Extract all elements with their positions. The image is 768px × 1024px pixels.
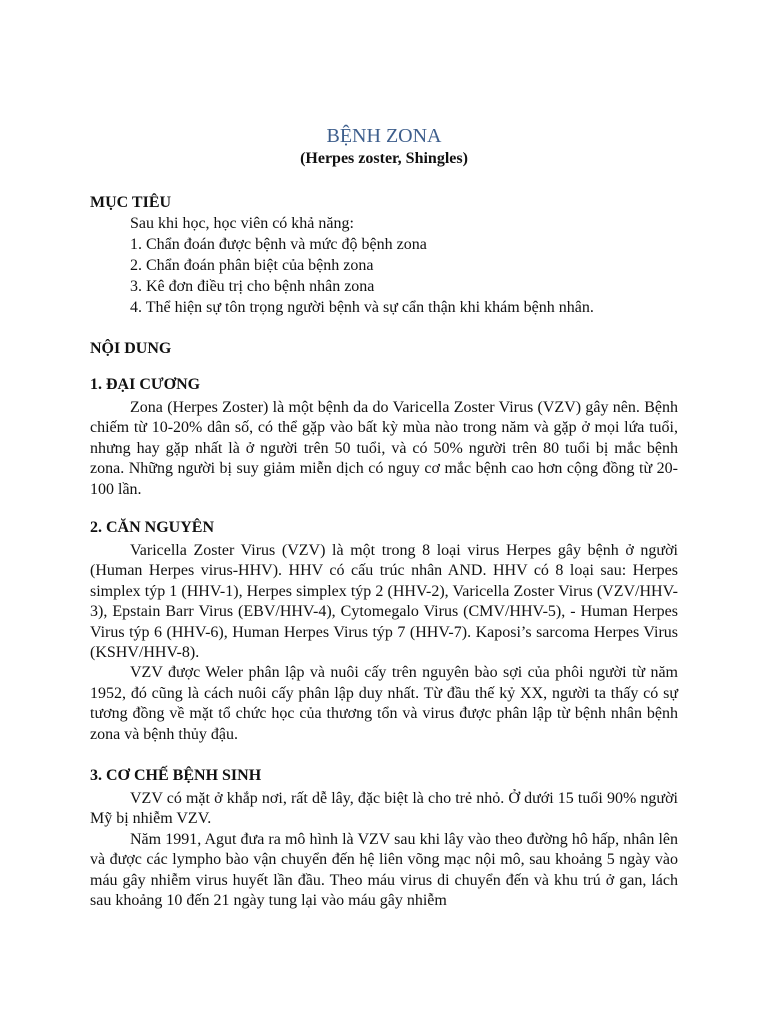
- paragraph: VZV được Weler phân lập và nuôi cấy trên nguyên bào sợi của phôi người từ năm 1952, đó cũng là cách nuôi cấy phân lập duy nhất. Từ đầu thế kỷ XX, người ta thấy có sự tương đồng về mặt tổ chức học của thương tổn và virus được phân lập từ bệnh nhân bệnh zona và bệnh thủy đậu.: [90, 664, 678, 743]
- objective-item: 3. Kê đơn điều trị cho bệnh nhân zona: [130, 278, 375, 295]
- paragraph: Năm 1991, Agut đưa ra mô hình là VZV sau khi lây vào theo đường hô hấp, nhân lên và được các lympho bào vận chuyển đến hệ liên võng mạc nội mô, sau khoảng 5 ngày vào máu gây nhiễm virus huyết lần đầu. Theo máu virus di chuyển đến và khu trú ở gan, lách sau khoảng 10 đến 21 ngày tung lại vào máu gây nhiễm: [90, 830, 678, 910]
- document-subtitle: (Herpes zoster, Shingles): [300, 150, 468, 167]
- objective-item: 1. Chẩn đoán được bệnh và mức độ bệnh zona: [130, 236, 427, 253]
- section-pathogenesis-body: [90, 789, 678, 911]
- objective-item: 4. Thể hiện sự tôn trọng người bệnh và sự cẩn thận khi khám bệnh nhân.: [130, 299, 594, 316]
- section-heading-overview: 1. ĐẠI CƯƠNG: [90, 376, 201, 393]
- section-heading-pathogenesis: 3. CƠ CHẾ BỆNH SINH: [90, 767, 262, 784]
- paragraph: Varicella Zoster Virus (VZV) là một trong 8 loại virus Herpes gây bệnh ở người (Human Herpes virus-HHV). HHV có cấu trúc nhân AND. HHV có 8 loại sau: Herpes simplex týp 1 (HHV-1), Herpes simplex týp 2 (HHV-2), Varicella Zoster Virus (VZV/HHV-3), Epstain Barr Virus (EBV/HHV-4), Cytomegalo Virus (CMV/HHV-5), - Human Herpes Virus týp 6 (HHV-6), Human Herpes Virus týp 7 (HHV-7). Kaposi’s sarcoma Herpes Virus (KSHV/HHV-8).: [90, 542, 678, 662]
- section-overview-body: [90, 398, 678, 500]
- document-title: BỆNH ZONA: [326, 125, 442, 147]
- content-heading: NỘI DUNG: [90, 340, 172, 357]
- paragraph: Zona (Herpes Zoster) là một bệnh da do Varicella Zoster Virus (VZV) gây nên. Bệnh chiếm từ 10-20% dân số, có thể gặp vào bất kỳ mùa nào trong năm và gặp ở mọi lứa tuổi, nhưng hay gặp nhất là ở người trên 50 tuổi, và có 50% người trên 80 tuổi bị mắc bệnh zona. Những người bị suy giảm miễn dịch có nguy cơ mắc bệnh cao hơn cộng đồng từ 20-100 lần.: [90, 399, 678, 498]
- objectives-intro: Sau khi học, học viên có khả năng:: [130, 215, 354, 232]
- section-etiology-body: [90, 541, 678, 745]
- paragraph: VZV có mặt ở khắp nơi, rất dễ lây, đặc biệt là cho trẻ nhỏ. Ở dưới 15 tuổi 90% người Mỹ bị nhiễm VZV.: [90, 790, 678, 828]
- section-heading-etiology: 2. CĂN NGUYÊN: [90, 519, 214, 536]
- objective-item: 2. Chẩn đoán phân biệt của bệnh zona: [130, 257, 374, 274]
- objectives-heading: MỤC TIÊU: [90, 194, 172, 211]
